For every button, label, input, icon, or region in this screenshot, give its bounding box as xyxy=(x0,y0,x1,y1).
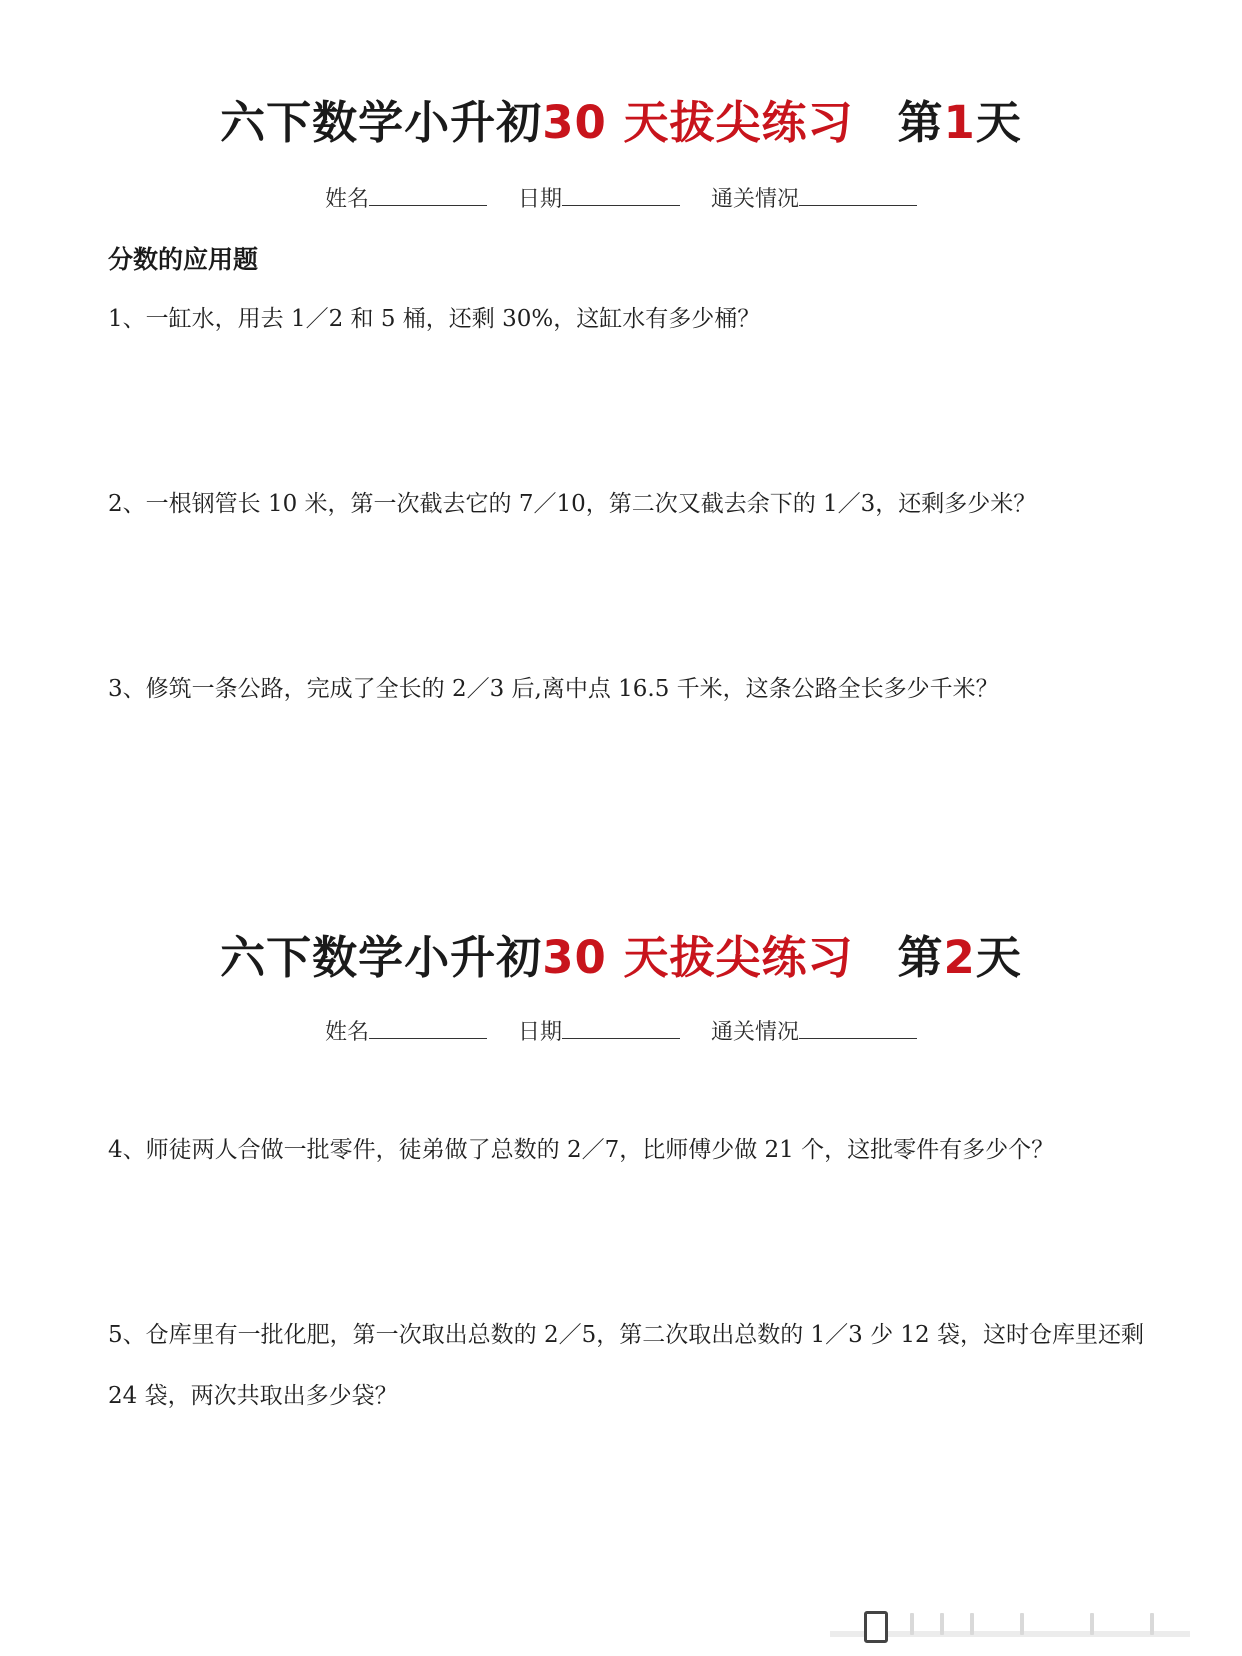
name-field: 姓名 xyxy=(325,1015,487,1046)
day2-title xyxy=(0,921,1242,986)
name-field: 姓名 xyxy=(325,182,487,213)
title-text: 六下数学小升初 xyxy=(220,931,543,984)
day-number: 2 xyxy=(943,931,976,984)
day-suffix: 天 xyxy=(975,931,1022,984)
question-5: 5、仓库里有一批化肥，第一次取出总数的 2／5，第二次取出总数的 1／3 少 12 袋，这时仓库里还剩 24 袋，两次共取出多少袋？ xyxy=(108,1322,1144,1409)
date-field: 日期 xyxy=(518,1015,680,1046)
day-suffix: 天 xyxy=(975,96,1022,149)
title-text: 六下数学小升初 xyxy=(220,96,543,149)
title-highlight: 30 天拔尖练习 xyxy=(542,931,854,984)
day-label: 第 xyxy=(897,931,944,984)
scroll-handle[interactable] xyxy=(864,1611,888,1643)
question-2: 2、一根钢管长 10 米，第一次截去它的 7／10，第二次又截去余下的 1／3，还剩多少米？ xyxy=(108,491,1037,517)
day-label: 第 xyxy=(897,96,944,149)
question-4: 4、师徒两人合做一批零件，徒弟做了总数的 2／7，比师傅少做 21 个，这批零件有多少个？ xyxy=(108,1137,1055,1163)
day1-meta xyxy=(0,182,1242,213)
question-1: 1、一缸水，用去 1／2 和 5 桶，还剩 30%，这缸水有多少桶？ xyxy=(108,306,761,332)
title-highlight: 30 天拔尖练习 xyxy=(542,96,854,149)
date-field: 日期 xyxy=(518,182,680,213)
question-3: 3、修筑一条公路，完成了全长的 2／3 后,离中点 16.5 千米，这条公路全长多少千米？ xyxy=(108,676,999,702)
day2-meta xyxy=(0,1015,1242,1046)
status-field: 通关情况 xyxy=(711,182,917,213)
section-title: 分数的应用题 xyxy=(108,245,259,274)
day1-title xyxy=(0,86,1242,151)
page-toolbar xyxy=(790,1609,1210,1637)
day-number: 1 xyxy=(943,96,976,149)
status-field: 通关情况 xyxy=(711,1015,917,1046)
